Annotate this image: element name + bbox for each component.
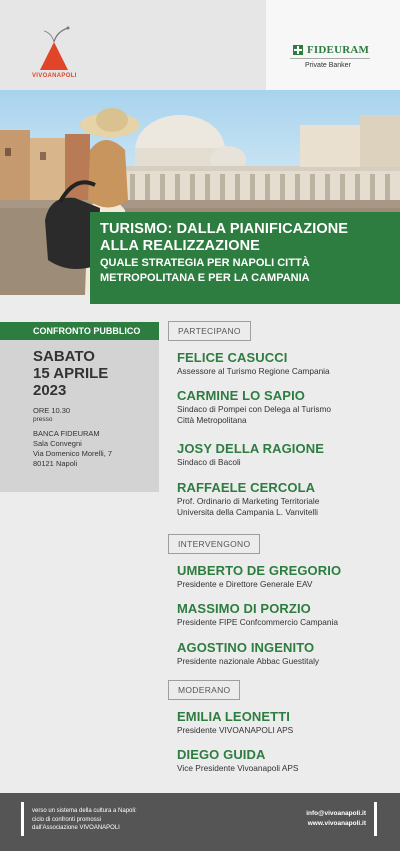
sponsor-subtitle: Private Banker: [305, 62, 351, 69]
speaker-role: Presidente e Direttore Generale EAV: [177, 579, 313, 589]
speaker: [177, 563, 392, 590]
speaker: [177, 350, 392, 377]
event-time: ORE 10.30: [33, 406, 71, 415]
venue-line: BANCA FIDEURAM: [33, 429, 100, 438]
moderator-role: Presidente VIVOANAPOLI APS: [177, 725, 294, 735]
moderator-name: DIEGO GUIDA: [177, 747, 266, 762]
event-venue: [33, 429, 159, 469]
fideuram-mark-icon: [293, 45, 303, 55]
speaker-role: Presidente FIPE Confcommercio Campania: [177, 617, 338, 627]
section-intervengono: INTERVENGONO: [168, 534, 260, 554]
section-moderano: MODERANO: [168, 680, 240, 700]
speaker: [177, 640, 392, 667]
speaker: [177, 388, 392, 425]
footer-accent-bar: [21, 802, 24, 836]
section-partecipano: PARTECIPANO: [168, 321, 251, 341]
event-day: SABATO: [33, 348, 95, 365]
title-band: [90, 212, 400, 304]
speaker-name: JOSY DELLA RAGIONE: [177, 441, 324, 456]
event-subtitle-line2: METROPOLITANA E PER LA CAMPANIA: [100, 272, 310, 284]
vivoanapoli-logo-text: VIVOANAPOLI: [32, 73, 77, 79]
venue-line: 80121 Napoli: [33, 459, 78, 468]
speaker-role: Sindaco di Pompei con Delega al Turismo: [177, 404, 332, 414]
venue-line: Sala Convegni: [33, 439, 82, 448]
event-date: 15 APRILE: [33, 365, 109, 382]
moderator-role: Vice Presidente Vivoanapoli APS: [177, 763, 299, 773]
venue-line: Via Domenico Morelli, 7: [33, 449, 113, 458]
footer-tagline: [32, 807, 137, 833]
footer-email-link[interactable]: info@vivoanapoli.it: [306, 810, 366, 817]
event-title-line2: ALLA REALIZZAZIONE: [100, 238, 260, 254]
speaker-role: Presidente nazionale Abbac Guestitaly: [177, 656, 320, 666]
footer-accent-bar: [374, 802, 377, 836]
speaker-role: Universita della Campania L. Vanvitelli: [177, 506, 318, 517]
footer-contacts: [306, 809, 366, 828]
event-info-box: [0, 340, 159, 492]
moderator: [177, 709, 392, 736]
footer-tagline-line: ciclo di confronti promossi: [32, 816, 102, 823]
moderator: [177, 747, 392, 774]
speaker-name: CARMINE LO SAPIO: [177, 388, 305, 403]
event-type-label: CONFRONTO PUBBLICO: [0, 322, 159, 340]
speaker-name: RAFFAELE CERCOLA: [177, 480, 316, 495]
event-presso: presso: [33, 416, 53, 423]
footer-tagline-line: verso un sistema della cultura a Napoli:: [32, 808, 137, 814]
moderator-name: EMILIA LEONETTI: [177, 709, 290, 724]
sponsor-divider: [290, 58, 370, 59]
speaker: [177, 480, 392, 517]
speaker: [177, 441, 392, 468]
footer-website-link[interactable]: www.vivoanapoli.it: [307, 819, 366, 827]
speaker-role: Assessore al Turismo Regione Campania: [177, 366, 330, 376]
speaker-name: FELICE CASUCCI: [177, 350, 288, 365]
speaker-role: Sindaco di Bacoli: [177, 457, 241, 467]
speaker-name: UMBERTO DE GREGORIO: [177, 563, 342, 578]
speaker-role: Prof. Ordinario di Marketing Territoriale: [177, 496, 320, 506]
event-subtitle-line1: QUALE STRATEGIA PER NAPOLI CITTÀ: [100, 257, 310, 269]
speaker: [177, 601, 392, 628]
speaker-name: AGOSTINO INGENITO: [177, 640, 315, 655]
event-year: 2023: [33, 382, 67, 399]
speaker-name: MASSIMO DI PORZIO: [177, 601, 311, 616]
fideuram-logo: [293, 44, 369, 56]
speaker-role: Città Metropolitana: [177, 414, 247, 425]
footer-tagline-line: dall'Associazione VIVOANAPOLI: [32, 825, 120, 831]
fideuram-name: FIDEURAM: [307, 44, 370, 56]
event-title-line1: TURISMO: DALLA PIANIFICAZIONE: [100, 221, 349, 237]
